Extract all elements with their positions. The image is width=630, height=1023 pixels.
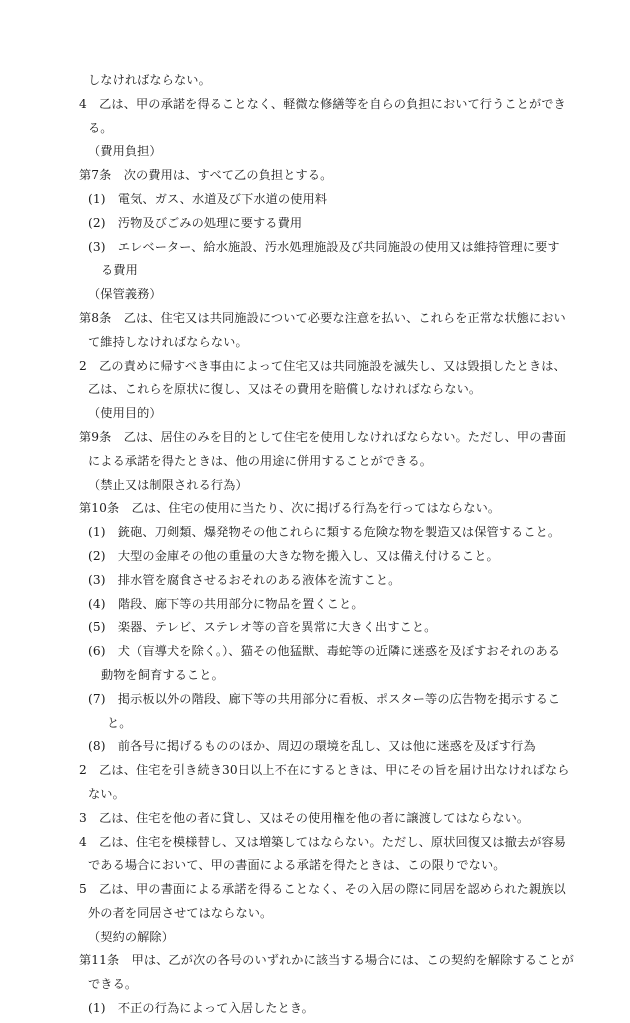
- document-line: 2 乙は、住宅を引き続き30日以上不在にするときは、甲にその旨を届け出なければなら: [79, 763, 570, 778]
- document-line: 4 乙は、住宅を模様替し、又は増築してはならない。ただし、原状回復又は撤去が容易: [79, 834, 567, 849]
- document-line: (8) 前各号に掲げるもののほか、周辺の環境を乱し、又は他に迷惑を及ぼす行為: [88, 739, 536, 754]
- document-line: による承諾を得たときは、他の用途に併用することができる。: [88, 453, 433, 468]
- document-line: (3) 排水管を腐食させるおそれのある液体を流すこと。: [88, 572, 401, 587]
- document-line: 2 乙の責めに帰すべき事由によって住宅又は共同施設を滅失し、又は毀損したときは、: [79, 358, 566, 373]
- document-line: しなければならない。: [88, 73, 211, 87]
- document-line: 4 乙は、甲の承諾を得ることなく、軽微な修繕等を自らの負担において行うことができ: [79, 96, 566, 111]
- document-line: 3 乙は、住宅を他の者に貸し、又はその使用権を他の者に譲渡してはならない。: [79, 810, 530, 825]
- document-body: [79, 71, 574, 1023]
- document-line: 5 乙は、甲の書面による承諾を得ることなく、その入居の際に同居を認められた親族以: [79, 882, 566, 897]
- document-line: 第11条 甲は、乙が次の各号のいずれかに該当する場合には、この契約を解除することが: [79, 953, 574, 968]
- document-line: (7) 掲示板以外の階段、廊下等の共用部分に看板、ポスター等の広告物を掲示するこ: [88, 691, 561, 706]
- document-line: (2) 大型の金庫その他の重量の大きな物を搬入し、又は備え付けること。: [88, 548, 499, 563]
- document-line: 第8条 乙は、住宅又は共同施設について必要な注意を払い、これらを正常な状態におい: [79, 310, 566, 325]
- document-line: （契約の解除）: [88, 929, 175, 944]
- document-line: (1) 不正の行為によって入居したとき。: [88, 1001, 314, 1016]
- document-line: と。: [107, 715, 132, 730]
- document-line: (6) 犬（盲導犬を除く。）、猫その他猛獣、毒蛇等の近隣に迷惑を及ぼすおそれのある: [88, 644, 561, 659]
- document-line: る。: [88, 120, 113, 135]
- document-line: （費用負担）: [88, 144, 162, 159]
- document-line: 第7条 次の費用は、すべて乙の負担とする。: [79, 168, 333, 183]
- document-line: (5) 楽器、テレビ、ステレオ等の音を異常に大きく出すこと。: [88, 620, 437, 635]
- document-line: (1) 電気、ガス、水道及び下水道の使用料: [88, 191, 328, 206]
- document-line: (1) 銃砲、刀剣類、爆発物その他これらに類する危険な物を製造又は保管すること。: [88, 525, 561, 540]
- document-line: る費用: [101, 263, 138, 278]
- document-line: である場合において、甲の書面による承諾を得たときは、この限りでない。: [88, 858, 506, 873]
- document-line: （使用目的）: [88, 406, 162, 421]
- document-line: ない。: [88, 786, 125, 801]
- document-line: 第9条 乙は、居住のみを目的として住宅を使用しなければならない。ただし、甲の書面: [79, 429, 567, 444]
- document-line: できる。: [88, 977, 138, 992]
- document-line: 乙は、これらを原状に復し、又はその費用を賠償しなければならない。: [88, 382, 482, 397]
- document-line: (3) エレベーター、給水施設、汚水処理施設及び共同施設の使用又は維持管理に要す: [88, 239, 560, 254]
- document-line: (4) 階段、廊下等の共用部分に物品を置くこと。: [88, 596, 364, 611]
- document-line: （禁止又は制限される行為）: [88, 477, 248, 492]
- document-line: 動物を飼育すること。: [101, 667, 224, 682]
- document-line: 外の者を同居させてはならない。: [88, 905, 273, 920]
- document-line: （保管義務）: [88, 287, 162, 302]
- document-line: (2) 汚物及びごみの処理に要する費用: [88, 215, 303, 230]
- document-line: て維持しなければならない。: [88, 334, 248, 349]
- document-line: 第10条 乙は、住宅の使用に当たり、次に掲げる行為を行ってはならない。: [79, 501, 501, 516]
